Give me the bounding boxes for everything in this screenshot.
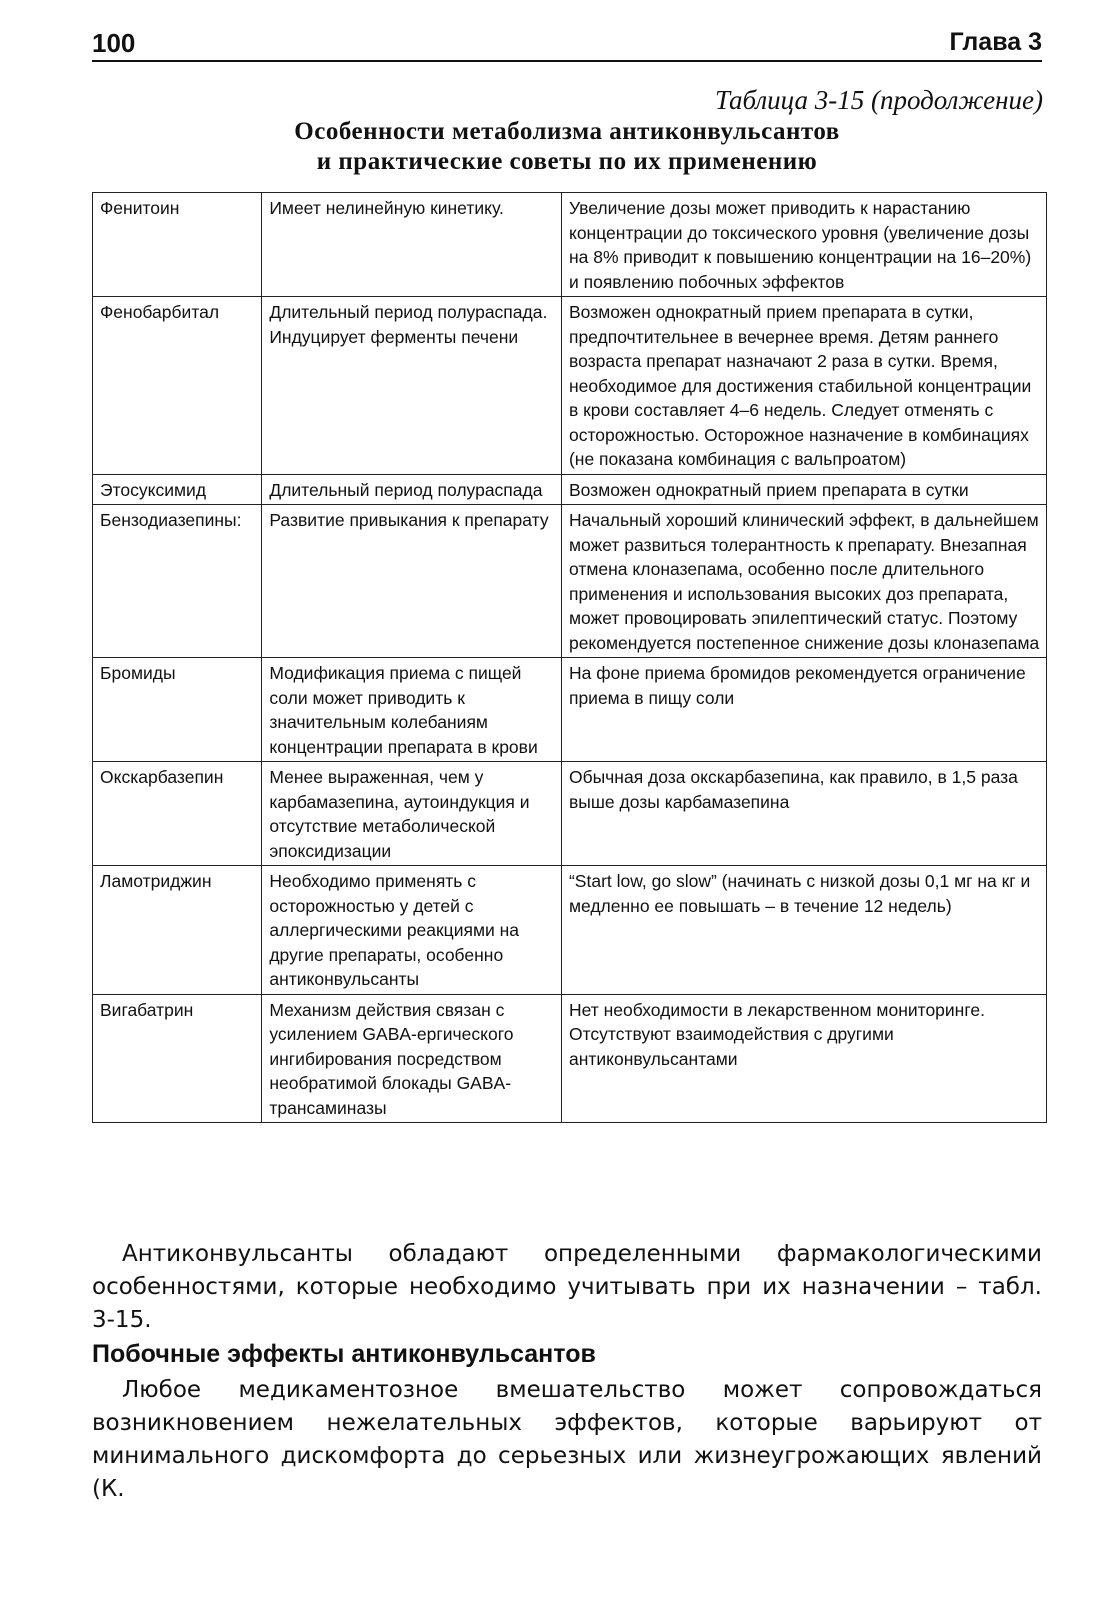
table-row — [93, 474, 1047, 505]
table-row — [93, 866, 1047, 995]
practical-advice-cell: Обычная доза окскарбазепина, как правило, в 1,5 раза выше дозы карбамазепина — [561, 762, 1046, 866]
running-header — [92, 22, 1042, 62]
metabolism-feature-cell: Модификация приема с пищей соли может приводить к значительным колебаниям концентрации препарата в крови — [262, 658, 562, 762]
body-paragraph — [92, 1374, 1042, 1506]
practical-advice-cell: Возможен однократный прием препарата в сутки, предпочтительнее в вечернее время. Детям раннего возраста препарат назначают 2 раза в сутки. Время, необходимое для достижения стабильной концентрации в крови составляет 4–6 недель. Следует отменять с осторожностью. Осторожное назначение в комбинациях (не показана комбинация с вальпроатом) — [561, 297, 1046, 475]
header-divider — [92, 60, 1042, 62]
table-row — [93, 762, 1047, 866]
table-row — [93, 505, 1047, 658]
metabolism-feature-cell: Длительный период полураспада — [262, 474, 562, 505]
table-row — [93, 994, 1047, 1123]
practical-advice-cell: Нет необходимости в лекарственном мониторинге. Отсутствуют взаимодействия с другими антиконвульсантами — [561, 994, 1046, 1123]
body-paragraph — [92, 1238, 1042, 1337]
table-title-line-1: Особенности метаболизма антиконвульсантов — [294, 118, 840, 145]
section-heading: Побочные эффекты антиконвульсантов — [92, 1340, 596, 1368]
body-paragraph-text: Любое медикаментозное вмешательство может сопровождаться возникновением нежелательных эффектов, которые варьируют от минимального дискомфорта до серьезных или жизнеугрожающих явлений (К. — [92, 1377, 1042, 1502]
metabolism-feature-cell: Необходимо применять с осторожностью у детей с аллергическими реакциями на другие препараты, особенно антиконвульсанты — [262, 866, 562, 995]
table-row — [93, 297, 1047, 475]
table-row — [93, 193, 1047, 297]
table-caption: Таблица 3-15 (продолжение) — [714, 85, 1043, 115]
practical-advice-cell: Начальный хороший клинический эффект, в дальнейшем может развиться толерантность к препарату. Внезапная отмена клоназепама, особенно после длительного применения и использования высоких доз препарата, может провоцировать эпилептический статус. Поэтому рекомендуется постепенное снижение дозы клоназепама — [561, 505, 1046, 658]
metabolism-feature-cell: Развитие привыкания к препарату — [262, 505, 562, 658]
drug-name-cell: Окскарбазепин — [93, 762, 262, 866]
drug-name-cell: Фенобарбитал — [93, 297, 262, 475]
practical-advice-cell: На фоне приема бромидов рекомендуется ограничение приема в пищу соли — [561, 658, 1046, 762]
drug-name-cell: Ламотриджин — [93, 866, 262, 995]
drug-name-cell: Фенитоин — [93, 193, 262, 297]
page-number: 100 — [92, 28, 136, 58]
table-title-line-2: и практические советы по их применению — [316, 148, 818, 175]
drug-name-cell: Вигабатрин — [93, 994, 262, 1123]
anticonvulsant-table — [92, 192, 1047, 1123]
practical-advice-cell: “Start low, go slow” (начинать с низкой дозы 0,1 мг на кг и медленно ее повышать – в течение 12 недель) — [561, 866, 1046, 995]
metabolism-feature-cell: Длительный период полураспада. Индуцирует ферменты печени — [262, 297, 562, 475]
practical-advice-cell: Увеличение дозы может приводить к нарастанию концентрации до токсического уровня (увеличение дозы на 8% приводит к повышению концентрации на 16–20%) и появлению побочных эффектов — [561, 193, 1046, 297]
body-paragraph-text: Антиконвульсанты обладают определенными фармакологическими особенностями, которые необходимо учитывать при их назначении – табл. 3-15. — [92, 1241, 1042, 1333]
metabolism-feature-cell: Механизм действия связан с усилением GABA-ергического ингибирования посредством необратимой блокады GABA-трансаминазы — [262, 994, 562, 1123]
chapter-label: Глава 3 — [949, 28, 1042, 56]
drug-name-cell: Бромиды — [93, 658, 262, 762]
drug-name-cell: Этосуксимид — [93, 474, 262, 505]
metabolism-feature-cell: Имеет нелинейную кинетику. — [262, 193, 562, 297]
practical-advice-cell: Возможен однократный прием препарата в сутки — [561, 474, 1046, 505]
metabolism-feature-cell: Менее выраженная, чем у карбамазепина, аутоиндукция и отсутствие метаболической эпоксидизации — [262, 762, 562, 866]
table-row — [93, 658, 1047, 762]
drug-name-cell: Бензодиазепины: — [93, 505, 262, 658]
